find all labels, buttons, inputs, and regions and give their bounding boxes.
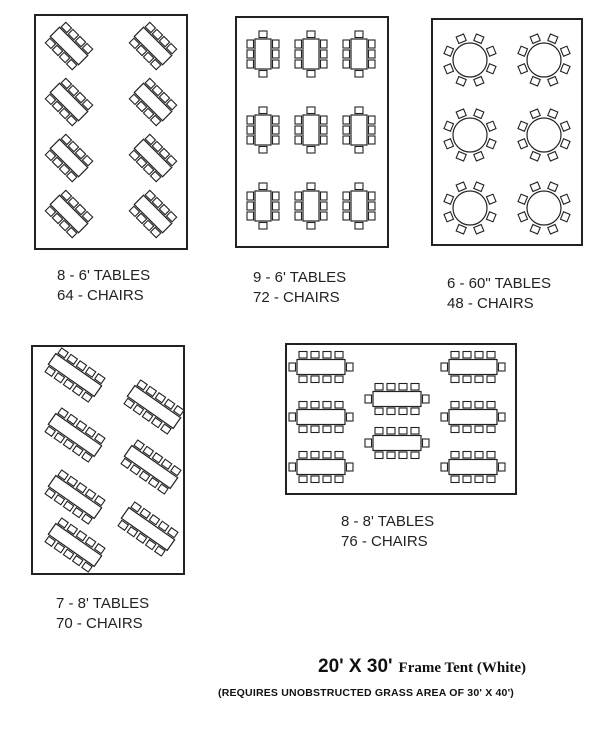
chair-icon [486, 46, 496, 56]
table-top [527, 191, 561, 225]
chair-icon [387, 452, 395, 459]
seating-diagram-1 [36, 16, 186, 248]
chair-icon [411, 452, 419, 459]
banquet-table [365, 384, 429, 415]
chair-icon [247, 116, 254, 124]
chair-icon [387, 408, 395, 415]
round-table [444, 182, 496, 234]
chair-icon [311, 402, 319, 409]
chair-icon [456, 34, 466, 44]
seating-diagram-5 [287, 345, 515, 493]
chair-icon [299, 376, 307, 383]
chair-icon [295, 40, 302, 48]
table-top [255, 39, 271, 69]
round-table [518, 109, 570, 161]
chair-icon [311, 452, 319, 459]
chair-icon [560, 139, 570, 149]
chair-icon [321, 192, 328, 200]
chair-icon [289, 463, 296, 471]
layout-caption-2 [253, 268, 346, 308]
chair-icon [273, 212, 280, 220]
chair-count-label: 70 - CHAIRS [56, 615, 143, 632]
chair-icon [499, 363, 506, 371]
chair-icon [343, 212, 350, 220]
chair-icon [474, 109, 484, 119]
chair-icon [548, 151, 558, 161]
chair-icon [444, 46, 454, 56]
chair-icon [530, 34, 540, 44]
table-top [449, 360, 497, 375]
seating-diagram-3 [433, 20, 581, 244]
chair-icon [548, 182, 558, 192]
chair-icon [299, 402, 307, 409]
chair-icon [323, 376, 331, 383]
banquet-table [123, 379, 183, 435]
chair-icon [299, 426, 307, 433]
chair-icon [247, 136, 254, 144]
table-top [373, 436, 421, 451]
chair-icon [273, 136, 280, 144]
table-top [453, 191, 487, 225]
chair-icon [441, 463, 448, 471]
chair-icon [307, 183, 315, 190]
chair-icon [259, 147, 267, 154]
chair-icon [369, 116, 376, 124]
chair-icon [323, 426, 331, 433]
banquet-table [44, 407, 107, 463]
chair-count-label: 64 - CHAIRS [57, 287, 144, 304]
chair-icon [321, 212, 328, 220]
chair-icon [423, 395, 430, 403]
round-table [444, 109, 496, 161]
chair-icon [299, 476, 307, 483]
chair-icon [355, 183, 363, 190]
chair-icon [335, 452, 343, 459]
chair-icon [355, 31, 363, 38]
chair-count-label: 48 - CHAIRS [447, 295, 534, 312]
chair-icon [369, 136, 376, 144]
chair-icon [355, 147, 363, 154]
chair-icon [343, 192, 350, 200]
chair-icon [548, 109, 558, 119]
chair-icon [355, 71, 363, 78]
chair-icon [321, 60, 328, 68]
chair-icon [247, 212, 254, 220]
chair-icon [321, 136, 328, 144]
chair-icon [259, 107, 267, 114]
chair-icon [369, 126, 376, 134]
chair-icon [321, 50, 328, 58]
chair-icon [335, 426, 343, 433]
chair-icon [369, 40, 376, 48]
chair-icon [399, 384, 407, 391]
chair-icon [518, 139, 528, 149]
banquet-table [247, 31, 279, 77]
chair-icon [474, 34, 484, 44]
chair-icon [423, 439, 430, 447]
chair-icon [295, 116, 302, 124]
chair-icon [474, 182, 484, 192]
chair-icon [369, 202, 376, 210]
chair-icon [365, 439, 372, 447]
table-top [303, 191, 319, 221]
chair-icon [560, 46, 570, 56]
chair-icon [456, 224, 466, 234]
table-top [527, 118, 561, 152]
chair-icon [451, 352, 459, 359]
chair-icon [487, 426, 495, 433]
chair-icon [444, 139, 454, 149]
chair-icon [530, 224, 540, 234]
chair-icon [323, 452, 331, 459]
chair-icon [411, 384, 419, 391]
chair-icon [311, 426, 319, 433]
chair-icon [343, 40, 350, 48]
chair-icon [369, 60, 376, 68]
chair-icon [530, 109, 540, 119]
chair-icon [375, 408, 383, 415]
chair-icon [499, 413, 506, 421]
chair-icon [463, 476, 471, 483]
table-top [255, 115, 271, 145]
banquet-table [441, 452, 505, 483]
banquet-table [441, 352, 505, 383]
layout-panel-8-eight-foot-tables [285, 343, 517, 495]
chair-icon [475, 402, 483, 409]
table-top [373, 392, 421, 407]
chair-icon [311, 476, 319, 483]
chair-icon [456, 109, 466, 119]
chair-icon [355, 107, 363, 114]
chair-icon [486, 121, 496, 131]
chair-icon [518, 194, 528, 204]
chair-icon [323, 402, 331, 409]
chair-icon [451, 376, 459, 383]
chair-icon [259, 223, 267, 230]
chair-icon [369, 192, 376, 200]
banquet-table [343, 31, 375, 77]
chair-icon [289, 413, 296, 421]
table-top [527, 43, 561, 77]
banquet-table [129, 190, 178, 239]
chair-icon [548, 224, 558, 234]
banquet-table [343, 183, 375, 229]
chair-icon [273, 126, 280, 134]
chair-icon [548, 76, 558, 86]
banquet-table [295, 183, 327, 229]
chair-icon [307, 31, 315, 38]
chair-count-label: 76 - CHAIRS [341, 533, 428, 550]
chair-icon [486, 139, 496, 149]
chair-icon [487, 376, 495, 383]
chair-icon [548, 34, 558, 44]
table-top [449, 410, 497, 425]
table-top [255, 191, 271, 221]
chair-icon [299, 352, 307, 359]
chair-icon [456, 182, 466, 192]
chair-icon [530, 76, 540, 86]
chair-icon [441, 413, 448, 421]
chair-icon [474, 151, 484, 161]
table-top [351, 191, 367, 221]
chair-icon [347, 363, 354, 371]
chair-icon [307, 223, 315, 230]
layout-caption-5 [341, 512, 434, 552]
table-top [297, 410, 345, 425]
banquet-table [441, 402, 505, 433]
banquet-table [289, 352, 353, 383]
chair-icon [399, 452, 407, 459]
banquet-table [45, 190, 94, 239]
chair-icon [475, 476, 483, 483]
banquet-table [247, 107, 279, 153]
chair-icon [518, 212, 528, 222]
chair-icon [518, 64, 528, 74]
chair-icon [518, 121, 528, 131]
chair-icon [560, 64, 570, 74]
chair-icon [560, 212, 570, 222]
banquet-table [129, 78, 178, 127]
banquet-table [343, 107, 375, 153]
layout-caption-1 [57, 266, 150, 306]
chair-icon [365, 395, 372, 403]
chair-icon [375, 452, 383, 459]
chair-icon [347, 413, 354, 421]
chair-icon [295, 50, 302, 58]
chair-icon [530, 182, 540, 192]
chair-icon [343, 116, 350, 124]
chair-icon [463, 402, 471, 409]
table-top [351, 115, 367, 145]
chair-icon [463, 376, 471, 383]
layout-panel-8-six-foot-tables [34, 14, 188, 250]
table-count-label: 9 - 6' TABLES [253, 269, 347, 286]
chair-icon [335, 402, 343, 409]
table-top [351, 39, 367, 69]
chair-icon [444, 121, 454, 131]
chair-icon [295, 136, 302, 144]
chair-icon [444, 64, 454, 74]
chair-icon [343, 50, 350, 58]
chair-icon [441, 363, 448, 371]
chair-icon [475, 452, 483, 459]
chair-icon [323, 352, 331, 359]
chair-icon [311, 376, 319, 383]
banquet-table [45, 134, 94, 183]
chair-icon [355, 223, 363, 230]
chair-icon [451, 476, 459, 483]
chair-icon [451, 426, 459, 433]
chair-icon [335, 476, 343, 483]
chair-icon [451, 402, 459, 409]
tent-title [318, 656, 526, 678]
chair-icon [369, 212, 376, 220]
chair-icon [321, 40, 328, 48]
banquet-table [295, 107, 327, 153]
chair-icon [335, 376, 343, 383]
chair-icon [295, 126, 302, 134]
chair-icon [518, 46, 528, 56]
round-table [444, 34, 496, 86]
table-count-label: 7 - 8' TABLES [56, 595, 150, 612]
chair-icon [474, 224, 484, 234]
chair-icon [530, 151, 540, 161]
chair-icon [273, 202, 280, 210]
chair-icon [343, 126, 350, 134]
chair-icon [311, 352, 319, 359]
chair-icon [247, 50, 254, 58]
chair-icon [444, 212, 454, 222]
banquet-table [44, 347, 107, 403]
chair-icon [247, 40, 254, 48]
chair-icon [247, 126, 254, 134]
banquet-table [45, 78, 94, 127]
chair-icon [247, 60, 254, 68]
chair-icon [295, 192, 302, 200]
banquet-table [129, 22, 178, 71]
seating-diagram-2 [237, 18, 387, 246]
chair-icon [474, 76, 484, 86]
chair-icon [486, 64, 496, 74]
table-top [453, 118, 487, 152]
layout-caption-3 [447, 274, 551, 314]
chair-icon [475, 376, 483, 383]
chair-icon [399, 428, 407, 435]
chair-icon [475, 352, 483, 359]
banquet-table [129, 134, 178, 183]
chair-icon [487, 476, 495, 483]
layout-panel-6-round-tables [431, 18, 583, 246]
chair-icon [273, 50, 280, 58]
banquet-table [247, 183, 279, 229]
chair-icon [343, 202, 350, 210]
chair-icon [456, 76, 466, 86]
table-top [453, 43, 487, 77]
chair-icon [487, 452, 495, 459]
chair-icon [259, 183, 267, 190]
banquet-table [365, 428, 429, 459]
table-count-label: 6 - 60" TABLES [447, 275, 551, 292]
layout-panel-7-eight-foot-tables [31, 345, 185, 575]
chair-icon [487, 352, 495, 359]
table-top [303, 115, 319, 145]
tent-requirement-note: (REQUIRES UNOBSTRUCTED GRASS AREA OF 30' X 40') [218, 687, 514, 699]
chair-icon [273, 60, 280, 68]
table-count-label: 8 - 8' TABLES [341, 513, 435, 530]
chair-icon [289, 363, 296, 371]
layout-panel-9-six-foot-tables [235, 16, 389, 248]
chair-count-label: 72 - CHAIRS [253, 289, 340, 306]
chair-icon [399, 408, 407, 415]
chair-icon [259, 71, 267, 78]
chair-icon [369, 50, 376, 58]
chair-icon [335, 352, 343, 359]
chair-icon [387, 428, 395, 435]
seating-diagram-4 [33, 347, 183, 573]
chair-icon [487, 402, 495, 409]
chair-icon [295, 212, 302, 220]
chair-icon [560, 121, 570, 131]
banquet-table [289, 452, 353, 483]
banquet-table [295, 31, 327, 77]
chair-icon [456, 151, 466, 161]
chair-icon [486, 212, 496, 222]
table-top [449, 460, 497, 475]
banquet-table [45, 22, 94, 71]
chair-icon [273, 116, 280, 124]
banquet-table [44, 469, 107, 525]
tent-type: Frame Tent (White) [398, 660, 527, 676]
table-top [297, 460, 345, 475]
chair-icon [375, 428, 383, 435]
tent-size: 20' X 30' [318, 656, 393, 677]
chair-icon [411, 428, 419, 435]
chair-icon [323, 476, 331, 483]
table-top [303, 39, 319, 69]
chair-icon [321, 126, 328, 134]
round-table [518, 182, 570, 234]
chair-icon [247, 202, 254, 210]
chair-icon [321, 116, 328, 124]
chair-icon [321, 202, 328, 210]
banquet-table [44, 517, 107, 573]
banquet-table [117, 501, 180, 557]
chair-icon [247, 192, 254, 200]
round-table [518, 34, 570, 86]
chair-icon [451, 452, 459, 459]
chair-icon [499, 463, 506, 471]
table-count-label: 8 - 6' TABLES [57, 267, 151, 284]
chair-icon [259, 31, 267, 38]
chair-icon [273, 40, 280, 48]
layout-caption-4 [56, 594, 149, 634]
chair-icon [295, 60, 302, 68]
chair-icon [463, 352, 471, 359]
chair-icon [560, 194, 570, 204]
chair-icon [307, 147, 315, 154]
chair-icon [307, 71, 315, 78]
chair-icon [387, 384, 395, 391]
chair-icon [273, 192, 280, 200]
chair-icon [463, 426, 471, 433]
chair-icon [299, 452, 307, 459]
chair-icon [295, 202, 302, 210]
chair-icon [343, 136, 350, 144]
table-top [297, 360, 345, 375]
chair-icon [444, 194, 454, 204]
chair-icon [463, 452, 471, 459]
banquet-table [120, 439, 183, 495]
chair-icon [411, 408, 419, 415]
chair-icon [343, 60, 350, 68]
chair-icon [307, 107, 315, 114]
banquet-table [289, 402, 353, 433]
chair-icon [486, 194, 496, 204]
chair-icon [475, 426, 483, 433]
chair-icon [347, 463, 354, 471]
chair-icon [375, 384, 383, 391]
